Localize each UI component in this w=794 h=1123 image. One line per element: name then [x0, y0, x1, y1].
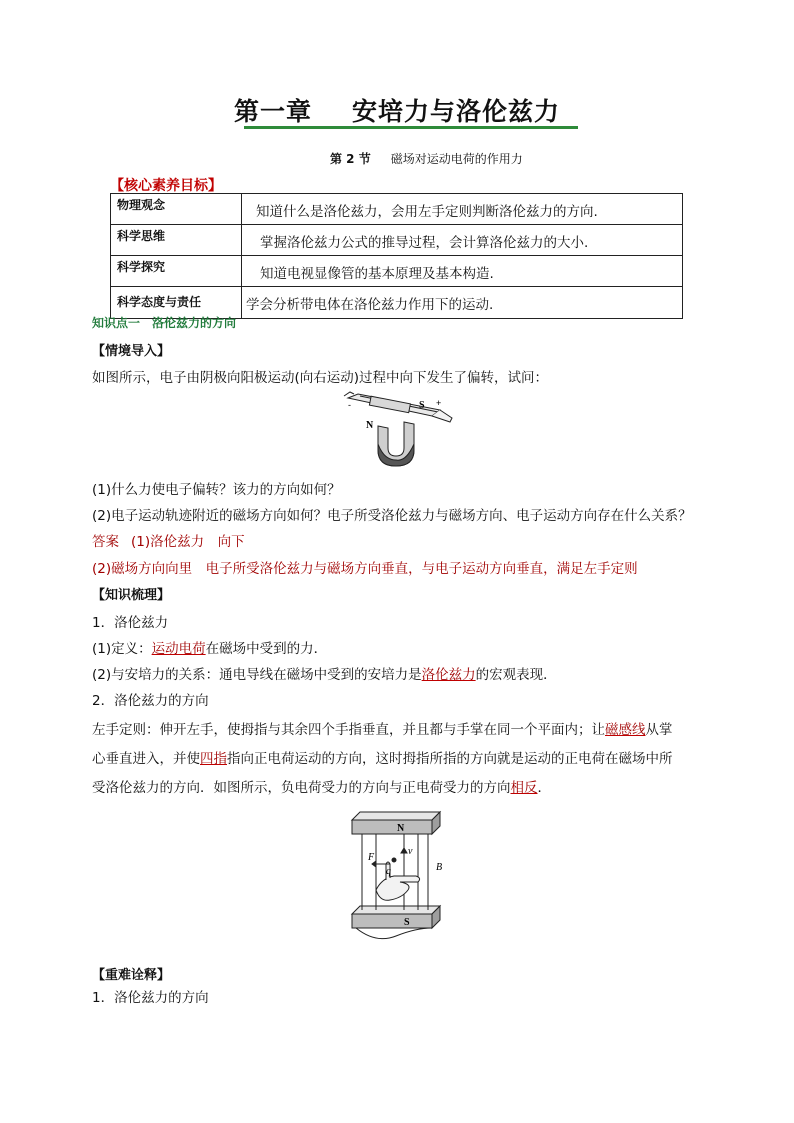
goal-value: 知道什么是洛伦兹力，会用左手定则判断洛伦兹力的方向.	[242, 194, 683, 225]
core-goals-heading: 【核心素养目标】	[110, 178, 222, 194]
chapter-title	[0, 92, 794, 128]
scenario-intro: 如图所示，电子由阴极向阳极运动(向右运动)过程中向下发生了偏转，试问：	[92, 370, 549, 386]
table-row	[111, 194, 683, 225]
crt-magnet-figure	[340, 388, 460, 470]
answer-1: (1)洛伦兹力 向下	[131, 534, 245, 550]
answer-line-1	[92, 530, 245, 550]
field-label: B	[436, 862, 443, 873]
pole-s-label: S	[404, 917, 410, 928]
goal-key: 物理观念	[111, 194, 242, 225]
definition-line: (1)定义：运动电荷在磁场中受到的力．	[92, 641, 328, 657]
answer-label: 答案	[92, 534, 119, 550]
left-hand-blank-3: 相反	[510, 780, 538, 796]
table-row	[111, 256, 683, 287]
question-2: (2)电子运动轨迹附近的磁场方向如何？电子所受洛伦兹力与磁场方向、电子运动方向存在什么关系？	[92, 508, 692, 524]
goal-key: 科学思维	[111, 225, 242, 256]
goal-key: 科学态度与责任	[111, 287, 242, 319]
left-hand-rule-line-3: 受洛伦兹力的方向．如图所示，负电荷受力的方向与正电荷受力的方向相反．	[92, 780, 551, 796]
goal-value: 掌握洛伦兹力公式的推导过程，会计算洛伦兹力的大小.	[242, 225, 683, 256]
goal-value: 知道电视显像管的基本原理及基本构造.	[242, 256, 683, 287]
knowledge-point-heading: 知识点一 洛伦兹力的方向	[92, 316, 237, 330]
relation-line: (2)与安培力的关系：通电导线在磁场中受到的安培力是洛伦兹力的宏观表现．	[92, 667, 557, 683]
definition-blank: 运动电荷	[151, 641, 206, 657]
left-hand-blank-2: 四指	[200, 751, 227, 767]
goal-key: 科学探究	[111, 256, 242, 287]
answer-2: (2)磁场方向向里 电子所受洛伦兹力与磁场方向垂直，与电子运动方向垂直，满足左手定则	[92, 561, 638, 577]
magnet-n-label: N	[366, 420, 374, 431]
anode-label: +	[436, 398, 442, 408]
difficulty-item-1: 1．洛伦兹力的方向	[92, 990, 209, 1006]
difficulty-heading: 【重难诠释】	[92, 968, 171, 983]
question-1: (1)什么力使电子偏转？该力的方向如何？	[92, 482, 341, 498]
pole-n-label: N	[397, 823, 405, 834]
velocity-label: v	[408, 846, 413, 857]
scenario-heading: 【情境导入】	[92, 344, 171, 359]
left-hand-rule-line-1: 左手定则：伸开左手，使拇指与其余四个手指垂直，并且都与手掌在同一个平面内；让磁感线从掌	[92, 722, 673, 738]
sorting-heading: 【知识梳理】	[92, 588, 171, 603]
goal-value: 学会分析带电体在洛伦兹力作用下的运动.	[242, 287, 683, 319]
force-label: F	[368, 852, 375, 863]
core-goals-table	[110, 193, 683, 319]
title-underline	[244, 126, 578, 129]
left-hand-blank-1: 磁感线	[605, 722, 646, 738]
section-number: 第 2 节	[330, 152, 371, 166]
magnet-s-label: S	[419, 400, 425, 411]
left-hand-rule-line-2: 心垂直进入，并使四指指向正电荷运动的方向，这时拇指所指的方向就是运动的正电荷在磁场中所	[92, 751, 673, 767]
cathode-label: -	[348, 400, 351, 410]
left-hand-rule-figure	[346, 810, 446, 952]
section-name: 磁场对运动电荷的作用力	[390, 152, 523, 166]
table-row	[111, 225, 683, 256]
chapter-label: 第一章	[233, 97, 312, 126]
lorentz-force-title: 1．洛伦兹力	[92, 615, 169, 631]
section-title	[330, 150, 523, 167]
relation-blank: 洛伦兹力	[421, 667, 476, 683]
chapter-name: 安培力与洛伦兹力	[352, 97, 561, 126]
direction-title: 2．洛伦兹力的方向	[92, 693, 209, 709]
charge-label: q	[386, 866, 391, 877]
